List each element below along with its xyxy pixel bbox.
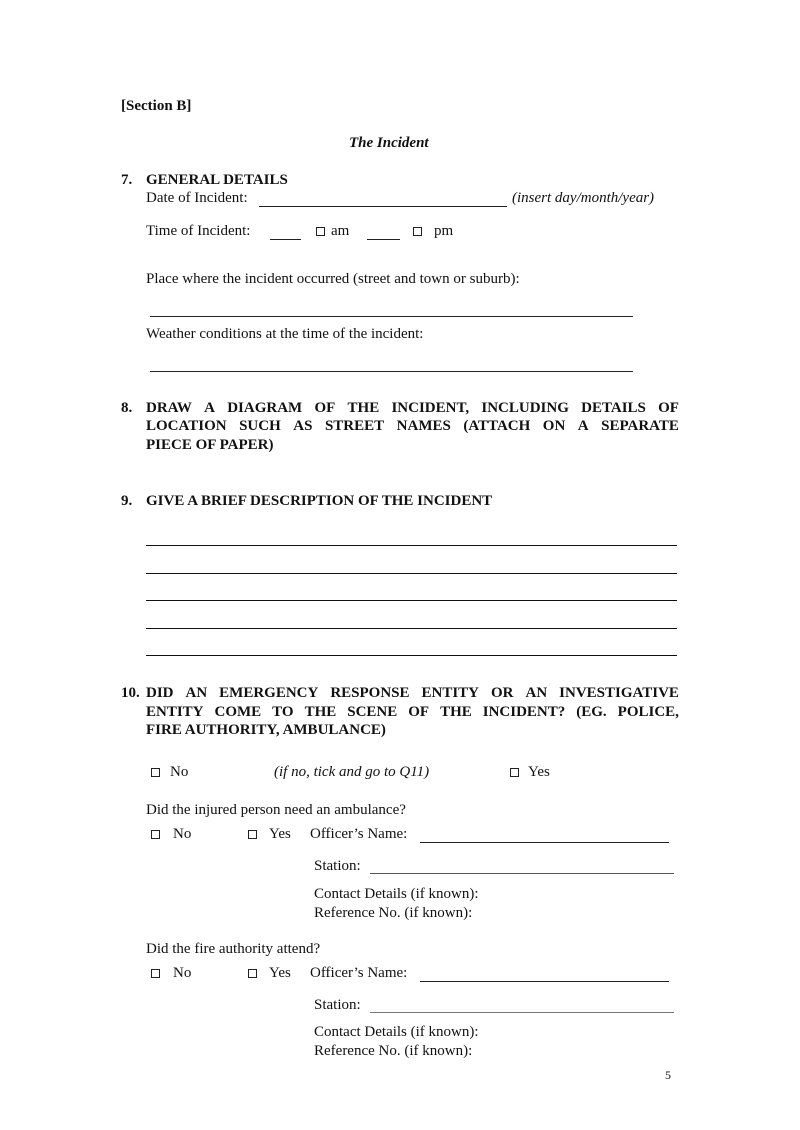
fire-station-label: Station: (314, 997, 361, 1013)
date-format-hint: (insert day/month/year) (512, 190, 655, 206)
q10-yes-label: Yes (528, 764, 550, 780)
place-field[interactable] (150, 316, 633, 317)
q10-word: DID (146, 685, 174, 701)
description-line-3[interactable] (146, 600, 677, 601)
q10-no-hint: (if no, tick and go to Q11) (274, 764, 430, 780)
fire-station-field[interactable] (370, 1012, 674, 1013)
ambulance-officer-field[interactable] (420, 842, 669, 843)
q10-word: THE (304, 704, 337, 720)
q10-yes-checkbox[interactable] (510, 768, 519, 777)
date-of-incident-label: Date of Incident: (146, 190, 248, 206)
q8-heading-line-3: PIECE OF PAPER) (146, 437, 274, 453)
fire-reference-label: Reference No. (if known): (314, 1043, 473, 1059)
q8-word: OF (314, 400, 336, 416)
q8-word: ON (542, 418, 566, 434)
q7-heading: GENERAL DETAILS (146, 172, 288, 188)
q8-word: NAMES (396, 418, 451, 434)
pm-label: pm (434, 223, 454, 239)
ambulance-no-checkbox[interactable] (151, 830, 160, 839)
q10-word: THE (440, 704, 472, 720)
q8-word: SUCH (239, 418, 281, 434)
weather-label: Weather conditions at the time of the incident: (146, 326, 424, 342)
fire-yes-checkbox[interactable] (248, 969, 257, 978)
q10-word: EMERGENCY (219, 685, 319, 701)
ambulance-officer-label: Officer’s Name: (310, 826, 408, 842)
section-title: The Incident (349, 135, 429, 151)
q8-heading-line-2 (146, 418, 679, 435)
q10-heading-line-2 (146, 704, 679, 721)
q8-word: LOCATION (146, 418, 227, 434)
q8-word: SEPARATE (601, 418, 679, 434)
q8-word: INCLUDING (481, 400, 569, 416)
fire-yes-label: Yes (269, 965, 291, 981)
q10-number: 10. (121, 685, 140, 701)
page-number: 5 (665, 1068, 671, 1082)
q10-word: AN (525, 685, 548, 701)
q10-word: (EG. (576, 704, 607, 720)
q10-word: ENTITY (421, 685, 480, 701)
place-label: Place where the incident occurred (street and town or suburb): (146, 271, 520, 287)
pm-checkbox[interactable] (413, 227, 422, 236)
q10-word: AN (185, 685, 208, 701)
q10-word: INVESTIGATIVE (559, 685, 679, 701)
q8-heading-line-1 (146, 400, 679, 417)
q8-word: A (204, 400, 215, 416)
description-line-4[interactable] (146, 628, 677, 629)
q8-word: DETAILS (581, 400, 646, 416)
q10-no-label: No (170, 764, 189, 780)
description-line-5[interactable] (146, 655, 677, 656)
q8-word: (ATTACH (463, 418, 531, 434)
q10-word: OF (408, 704, 430, 720)
description-line-1[interactable] (146, 545, 677, 546)
q10-word: SCENE (347, 704, 398, 720)
time-pm-field[interactable] (367, 239, 400, 240)
q10-word: POLICE, (617, 704, 679, 720)
ambulance-station-label: Station: (314, 858, 361, 874)
date-of-incident-field[interactable] (259, 206, 507, 207)
time-of-incident-label: Time of Incident: (146, 223, 251, 239)
ambulance-yes-checkbox[interactable] (248, 830, 257, 839)
q10-word: ENTITY (146, 704, 204, 720)
q8-word: INCIDENT, (391, 400, 470, 416)
am-checkbox[interactable] (316, 227, 325, 236)
q8-word: OF (658, 400, 679, 416)
q8-word: A (577, 418, 589, 434)
q8-word: AS (293, 418, 313, 434)
fire-question: Did the fire authority attend? (146, 941, 321, 957)
q10-word: COME (214, 704, 262, 720)
q7-number: 7. (121, 172, 133, 188)
time-am-field[interactable] (270, 239, 301, 240)
q8-number: 8. (121, 400, 133, 416)
fire-contact-label: Contact Details (if known): (314, 1024, 479, 1040)
q10-heading-line-3: FIRE AUTHORITY, AMBULANCE) (146, 722, 386, 738)
fire-no-label: No (173, 965, 192, 981)
ambulance-station-field[interactable] (370, 873, 674, 874)
am-label: am (331, 223, 350, 239)
q10-word: INCIDENT? (482, 704, 566, 720)
q8-word: THE (347, 400, 380, 416)
ambulance-yes-label: Yes (269, 826, 291, 842)
section-label: [Section B] (121, 98, 192, 114)
q9-heading: GIVE A BRIEF DESCRIPTION OF THE INCIDENT (146, 493, 493, 509)
q8-word: STREET (324, 418, 385, 434)
q10-word: RESPONSE (330, 685, 410, 701)
q10-word: TO (272, 704, 294, 720)
q8-word: DRAW (146, 400, 192, 416)
q10-word: OR (491, 685, 514, 701)
q9-number: 9. (121, 493, 133, 509)
weather-field[interactable] (150, 371, 633, 372)
fire-no-checkbox[interactable] (151, 969, 160, 978)
description-line-2[interactable] (146, 573, 677, 574)
q10-heading-line-1 (146, 685, 679, 702)
ambulance-question: Did the injured person need an ambulance? (146, 802, 406, 818)
ambulance-no-label: No (173, 826, 192, 842)
fire-officer-field[interactable] (420, 981, 669, 982)
fire-officer-label: Officer’s Name: (310, 965, 408, 981)
ambulance-reference-label: Reference No. (if known): (314, 905, 473, 921)
q8-word: DIAGRAM (227, 400, 303, 416)
ambulance-contact-label: Contact Details (if known): (314, 886, 479, 902)
q10-no-checkbox[interactable] (151, 768, 160, 777)
